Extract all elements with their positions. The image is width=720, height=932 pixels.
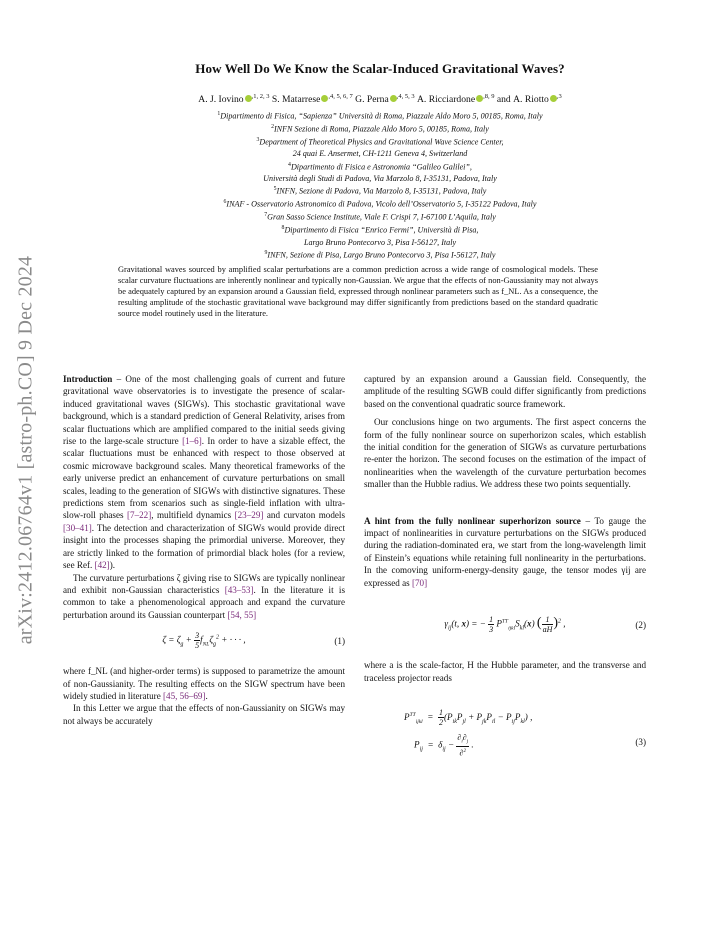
arxiv-stamp: arXiv:2412.06764v1 [astro-ph.CO] 9 Dec 2024 — [14, 255, 37, 645]
citation-link[interactable]: [43–53] — [224, 584, 254, 595]
section-heading-introduction: Introduction — [63, 374, 113, 384]
citation-link[interactable]: [70] — [411, 577, 428, 588]
citation-link[interactable]: [30–41] — [63, 522, 92, 533]
abstract: Gravitational waves sourced by amplified scalar perturbations are a common prediction across a wide range of cosmological models. These scalar curvature fluctuations are inherently nonlinear and typically non-Gaussian. We argue that the effects of non-Gaussianity may not always be adequately captured by an expansion around a Gaussian field, expressed through nonlinear parameters such as f_NL. As a consequence, the resulting amplitude of the stochastic gravitational wave background may differ significantly from predictions based on the standard quadratic source model routinely used in the literature. — [118, 265, 598, 319]
orcid-icon[interactable] — [245, 95, 252, 102]
equation-2: $\gamma_{ij}(t$, x) = − $\frac{1}{3}$ $P^{TT}_{ijkl}S_{kl}(x)$ ( $\frac{1}{aH}$ )$^2$ , (2) — [444, 615, 646, 635]
citation-link[interactable]: [1–6] — [182, 436, 202, 447]
author-name: A. J. Iovino $^{,1, 2, 3}$ — [198, 93, 270, 106]
section-heading-superhorizon: A hint from the fully nonlinear superhorizon source — [364, 515, 581, 526]
citation-link[interactable]: [23–29] — [234, 510, 264, 521]
right-column: captured by an expansion around a Gaussian field. Consequently, the amplitude of the resulting SGWB could differ significantly from predictions based on the conventional quadratic source framework. Our conclusions hinge on two arguments. The first aspect concerns the form of the fully nonlinear source on superhorizon scales, which establish the initial condition for the generation of SIGWs as curvature perturbations re-enter the horizon. The second focuses on the estimation of the impact of nonlinearities when the wavelength of the curvature perturbation becomes smaller than the Hubble radius. We address these two points sequentially. A hint from the fully nonlinear superhorizon source – To gauge the impact of nonlinearities in curvature perturbations on the SIGWs produced during the radiation-dominated era, we start from the long-wavelength limit of Einstein’s equations while retaining full nonlinearity in the perturbations. In the comoving uniform-energy-density gauge, the tensor modes γij are expressed as [70] $\gamma_{ij}(t$, x) = − $\frac{1}{3}$ $P^{TT}_{ijkl}S_{kl}(x)$ ( $\frac{1}{aH}$ )$^2$ , (2) where a is the scale-factor, H the Hubble parameter, and the transverse and traceless projector reads $P^{TT}_{ijkl}$ = $\frac{1}{2}$ $(P_{ik}P_{jl} + P_{jk}P_{il} - P_{ij}P_{kl})$ , $P_{ij} = \delta_{ij}$ − $\frac{\partial_i\partial_j}{\partial^2}$ . (3) — [364, 374, 646, 758]
affiliation-line: $^4$Dipartimento di Fisica e Astronomia “Galileo Galilei”, — [288, 161, 472, 172]
affiliation-line: $^6$INAF - Osservatorio Astronomico di Padova, Vicolo dell’Osservatorio 5, I-35122 Padova, Italy — [223, 199, 537, 209]
affiliation-line: $^8$Dipartimento di Fisica “Enrico Fermi”, Università di Pisa, — [281, 225, 479, 236]
affiliation-line: $^1$Dipartimento di Fisica, “Sapienza” Università di Roma, Piazzale Aldo Moro 5, 00185, Roma, Italy — [217, 111, 543, 121]
affiliation-line: $^5$INFN, Sezione di Padova, Via Marzolo 8, I-35131, Padova, Italy — [273, 186, 487, 196]
affiliation-line: Università degli Studi di Padova, Via Marzolo 8, I-35131, Padova, Italy — [263, 173, 497, 183]
equation-1: $\zeta = \zeta_g$ + $\frac{3}{5}$ $f_{NL}\zeta_g^2$ + · · · , (1) — [162, 631, 345, 651]
orcid-icon[interactable] — [390, 95, 397, 102]
author-name: G. Perna $^{,4, 5, 3}$ — [355, 93, 415, 106]
author-name: A. Ricciardone $^{,8, 9}$ — [417, 93, 495, 106]
citation-link[interactable]: [45, 56–69] — [163, 690, 206, 701]
affiliation-line: 24 quai E. Ansermet, CH-1211 Geneva 4, Switzerland — [292, 149, 468, 159]
left-column: Introduction – One of the most challenging goals of current and future gravitational wave observatories is to investigate the presence of scalar-induced gravitational waves (SIGWs). This stochastic gravitational wave background, which is a standard prediction of General Relativity, arises from scalar fluctuations which are amplified compared to the initial seeds giving rise to the large-scale structure [1–6]. In order to have a sizable effect, the scalar fluctuations must be enhanced with respect to those observed at cosmic microwave background scales. Many theoretical frameworks of the early universe predict an enhancement of curvature perturbations on small scales, leading to the generation of SIGWs with distinctive signatures. These predictions stem from scenarios such as single-field inflation with ultra-slow-roll phases [7–22], multifield dynamics [23–29] and curvaton models [30–41]. The detection and characterization of SIGWs would provide direct insight into the processes shaping the primordial universe. Moreover, they are strictly linked to the formation of primordial black holes (for a review, see Ref. [42]). The curvature perturbations ζ giving rise to SIGWs are typically nonlinear and exhibit non-Gaussian characteristics [43–53]. In the literature it is common to take a phenomenological approach and expand the curvature perturbation around its Gaussian counterpart [54, 55] $\zeta = \zeta_g$ + $\frac{3}{5}$ $f_{NL}\zeta_g^2$ + · · · , (1) where f_NL (and higher-order terms) is supposed to parametrize the amount of non-Gaussianity. The resulting effects on the SIGW spectrum have been widely studied in literature [45, 56–69]. In this Letter we argue that the effects of non-Gaussianity on SIGWs may not always be accurately — [63, 374, 345, 726]
affiliation-line: $^2$INFN Sezione di Roma, Piazzale Aldo Moro 5, 00185, Roma, Italy — [271, 124, 489, 134]
affiliation-line: Largo Bruno Pontecorvo 3, Pisa I-56127, Italy — [303, 237, 457, 247]
affiliation-line: $^9$INFN, Sezione di Pisa, Largo Bruno Pontecorvo 3, Pisa I-56127, Italy — [264, 249, 496, 260]
citation-link[interactable]: [54, 55] — [227, 609, 257, 620]
equation-3: $P^{TT}_{ijkl}$ = $\frac{1}{2}$ $(P_{ik}P_{jl} + P_{jk}P_{il} - P_{ij}P_{kl})$ , $P_{ij} = \delta_{ij}$ − $\frac{\partial_i\partial_j}{\partial^2}$ . (3) — [404, 708, 646, 758]
author-name: S. Matarrese $^{,4, 5, 6, 7}$ — [271, 93, 353, 106]
citation-link[interactable]: [42] — [94, 560, 110, 571]
affiliation-list — [70, 109, 690, 261]
author-list: A. J. Iovino $^{,1, 2, 3}$ S. Matarrese $^{,4, 5, 6, 7}$ G. Perna $^{,4, 5, 3}$ A. Ricciardone $^{,8, 9}$ and A. Riotto $^{,3}$ — [198, 93, 562, 106]
paper-title: How Well Do We Know the Scalar-Induced Gravitational Waves? — [195, 61, 565, 76]
affiliation-line: $^3$Department of Theoretical Physics and Gravitational Wave Science Center, — [256, 137, 504, 147]
author-name: A. Riotto $^{,3}$ — [513, 93, 562, 106]
citation-link[interactable]: [7–22] — [127, 510, 152, 521]
orcid-icon[interactable] — [550, 95, 557, 102]
affiliation-line: $^7$Gran Sasso Science Institute, Viale F. Crispi 7, I-67100 L’Aquila, Italy — [264, 212, 496, 223]
